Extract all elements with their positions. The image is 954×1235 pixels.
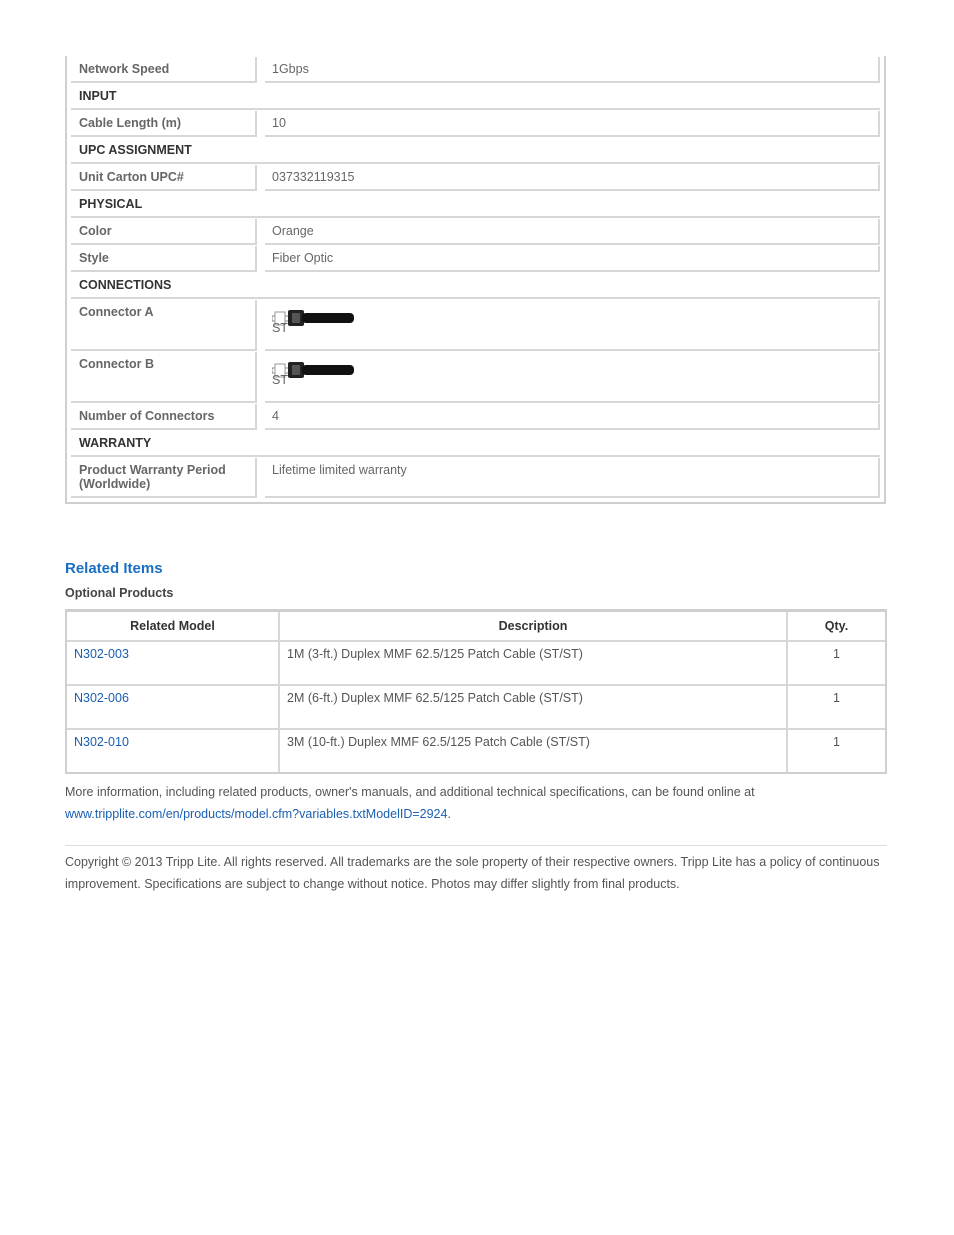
spec-label: Style [71,246,257,272]
section-physical: PHYSICAL [71,192,880,218]
related-items-heading: Related Items [65,560,163,577]
row-description: 3M (10-ft.) Duplex MMF 62.5/125 Patch Cable (ST/ST) [280,730,788,772]
connector-type: ST [272,373,288,387]
model-link[interactable]: N302-003 [74,647,129,661]
spec-value: 037332119315 [265,165,880,191]
spec-row-connector-b [71,352,880,403]
header-qty: Qty. [824,619,849,633]
row-qty: 1 [833,735,840,749]
more-info-paragraph [65,781,887,825]
more-info-period: . [447,807,451,821]
spec-label: Product Warranty Period (Worldwide) [71,458,257,498]
spec-value-connector-a [265,300,880,351]
row-description: 2M (6-ft.) Duplex MMF 62.5/125 Patch Cable (ST/ST) [280,686,788,728]
spec-value: 1Gbps [265,57,880,83]
spec-row-style [71,246,880,272]
spec-value: 4 [265,404,880,430]
spec-row-upc [71,165,880,191]
spec-value: 10 [265,111,880,137]
spec-row-cable-length [71,111,880,137]
spec-value-connector-b [265,352,880,403]
table-row [67,728,885,772]
row-qty: 1 [833,691,840,705]
spec-row-color [71,219,880,245]
section-upc: UPC ASSIGNMENT [71,138,880,164]
section-input: INPUT [71,84,880,110]
more-info-text: More information, including related products, owner's manuals, and additional technical specifications, can be found online at [65,785,755,799]
spec-label: Color [71,219,257,245]
spec-label: Connector A [71,300,257,351]
section-connections: CONNECTIONS [71,273,880,299]
spec-row-network-speed [71,57,880,83]
spec-label: Network Speed [71,57,257,83]
header-description: Description [280,612,788,640]
footer-divider [65,845,887,846]
spec-label: Unit Carton UPC# [71,165,257,191]
row-description: 1M (3-ft.) Duplex MMF 62.5/125 Patch Cable (ST/ST) [280,642,788,684]
spec-row-warranty-period [71,458,880,498]
spec-label: Number of Connectors [71,404,257,430]
copyright-notice: Copyright © 2013 Tripp Lite. All rights reserved. All trademarks are the sole property of their respective owners. Tripp Lite has a policy of continuous improvement. Specifications are subject to change without notice. Photos may differ slightly from final products. [65,855,880,891]
table-row [67,640,885,684]
spec-label: Cable Length (m) [71,111,257,137]
table-header-row [67,612,885,640]
table-row [67,684,885,728]
related-items-table [65,609,887,774]
specifications-table [65,56,886,504]
spec-value: Orange [265,219,880,245]
spec-value: Lifetime limited warranty [265,458,880,498]
spec-row-connector-a [71,300,880,351]
spec-value: Fiber Optic [265,246,880,272]
header-related-model: Related Model [67,612,280,640]
connector-type: ST [272,321,288,335]
row-qty: 1 [833,647,840,661]
optional-products-subheading: Optional Products [65,586,174,600]
model-link[interactable]: N302-006 [74,691,129,705]
product-page-link[interactable]: www.tripplite.com/en/products/model.cfm?variables.txtModelID=2924 [65,807,448,821]
model-link[interactable]: N302-010 [74,735,129,749]
spec-row-number-of-connectors [71,404,880,430]
spec-label: Connector B [71,352,257,403]
section-warranty: WARRANTY [71,431,880,457]
